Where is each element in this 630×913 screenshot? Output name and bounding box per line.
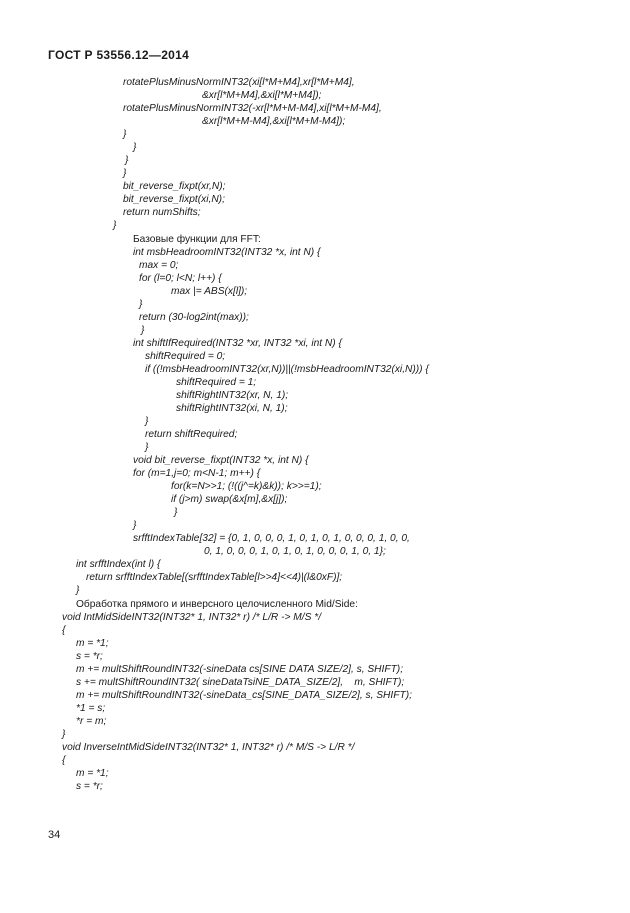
- page-header: ГОСТ Р 53556.12—2014: [48, 48, 190, 62]
- code-line: return (30-log2int(max));: [139, 312, 249, 323]
- code-line: for(k=N>>1; (!((j^=k)&k)); k>>=1);: [171, 481, 322, 492]
- code-line: return numShifts;: [123, 207, 201, 218]
- code-line: }: [145, 416, 149, 427]
- code-line: m += multShiftRoundINT32(-sineData cs[SINE DATA SIZE/2], s, SHIFT);: [76, 664, 404, 675]
- code-line: {: [62, 755, 66, 766]
- code-line: shiftRightINT32(xi, N, 1);: [176, 403, 288, 414]
- code-line: int srfftIndex(int l) {: [76, 559, 161, 570]
- code-line: return shiftRequired;: [145, 429, 238, 440]
- code-line: max = 0;: [139, 260, 179, 271]
- code-line: for (m=1,j=0; m<N-1; m++) {: [133, 468, 261, 479]
- code-line: *1 = s;: [76, 703, 106, 714]
- code-line: for (l=0; l<N; l++) {: [139, 273, 222, 284]
- code-line: *r = m;: [76, 716, 107, 727]
- code-line: bit_reverse_fixpt(xi,N);: [123, 194, 225, 205]
- code-line: void bit_reverse_fixpt(INT32 *x, int N) {: [133, 455, 309, 466]
- code-line: }: [141, 325, 145, 336]
- code-line: 0, 1, 0, 0, 0, 1, 0, 1, 0, 1, 0, 0, 0, 1, 0, 1};: [204, 546, 386, 557]
- code-line: return srfftIndexTable[(srfftIndexTable[l>>4]<<4)|(l&0xF)];: [86, 572, 343, 583]
- code-line: int shiftIfRequired(INT32 *xr, INT32 *xi, int N) {: [133, 338, 342, 349]
- code-line: }: [174, 507, 178, 518]
- code-line: }: [139, 299, 143, 310]
- code-line: m = *1;: [76, 638, 109, 649]
- code-line: m += multShiftRoundINT32(-sineData_cs[SINE_DATA_SIZE/2], s, SHIFT);: [76, 690, 412, 701]
- code-line: s = *r;: [76, 651, 103, 662]
- code-line: void IntMidSideINT32(INT32* 1, INT32* r) /* L/R -> M/S */: [62, 612, 322, 623]
- text-line: Обработка прямого и инверсного целочисленного Mid/Side:: [76, 599, 358, 610]
- code-line: &xr[l*M+M-M4],&xi[l*M+M-M4]);: [202, 116, 346, 127]
- code-line: shiftRequired = 1;: [176, 377, 257, 388]
- code-line: shiftRightINT32(xr, N, 1);: [176, 390, 289, 401]
- code-line: }: [62, 729, 66, 740]
- code-line: s += multShiftRoundINT32( sineDataTsiNE_DATA_SIZE/2], m, SHIFT);: [76, 677, 405, 688]
- code-line: int msbHeadroomINT32(INT32 *x, int N) {: [133, 247, 321, 258]
- code-line: bit_reverse_fixpt(xr,N);: [123, 181, 226, 192]
- code-line: if (j>m) swap(&x[m],&x[j]);: [171, 494, 288, 505]
- code-line: m = *1;: [76, 768, 109, 779]
- code-line: rotatePlusMinusNormINT32(-xr[l*M+M-M4],xi[l*M+M-M4],: [123, 103, 382, 114]
- code-line: max |= ABS(x[l]);: [171, 286, 248, 297]
- code-line: if ((!msbHeadroomINT32(xr,N))||(!msbHeadroomINT32(xi,N))) {: [145, 364, 429, 375]
- code-line: }: [125, 155, 129, 166]
- page-number: 34: [48, 829, 61, 841]
- code-line: }: [123, 168, 127, 179]
- code-line: }: [113, 220, 117, 231]
- code-line: }: [145, 442, 149, 453]
- code-line: }: [133, 142, 137, 153]
- code-line: rotatePlusMinusNormINT32(xi[l*M+M4],xr[l*M+M4],: [123, 77, 355, 88]
- code-line: }: [76, 585, 80, 596]
- text-line: Базовые функции для FFT:: [133, 234, 261, 245]
- code-line: &xr[l*M+M4],&xi[l*M+M4]);: [202, 90, 322, 101]
- code-line: void InverseIntMidSideINT32(INT32* 1, INT32* r) /* M/S -> L/R */: [62, 742, 355, 753]
- code-line: s = *r;: [76, 781, 103, 792]
- code-line: {: [62, 625, 66, 636]
- code-line: shiftRequired = 0;: [145, 351, 226, 362]
- code-line: }: [123, 129, 127, 140]
- code-line: srfftIndexTable[32] = {0, 1, 0, 0, 0, 1, 0, 1, 0, 1, 0, 0, 0, 1, 0, 0,: [133, 533, 410, 544]
- code-line: }: [133, 520, 137, 531]
